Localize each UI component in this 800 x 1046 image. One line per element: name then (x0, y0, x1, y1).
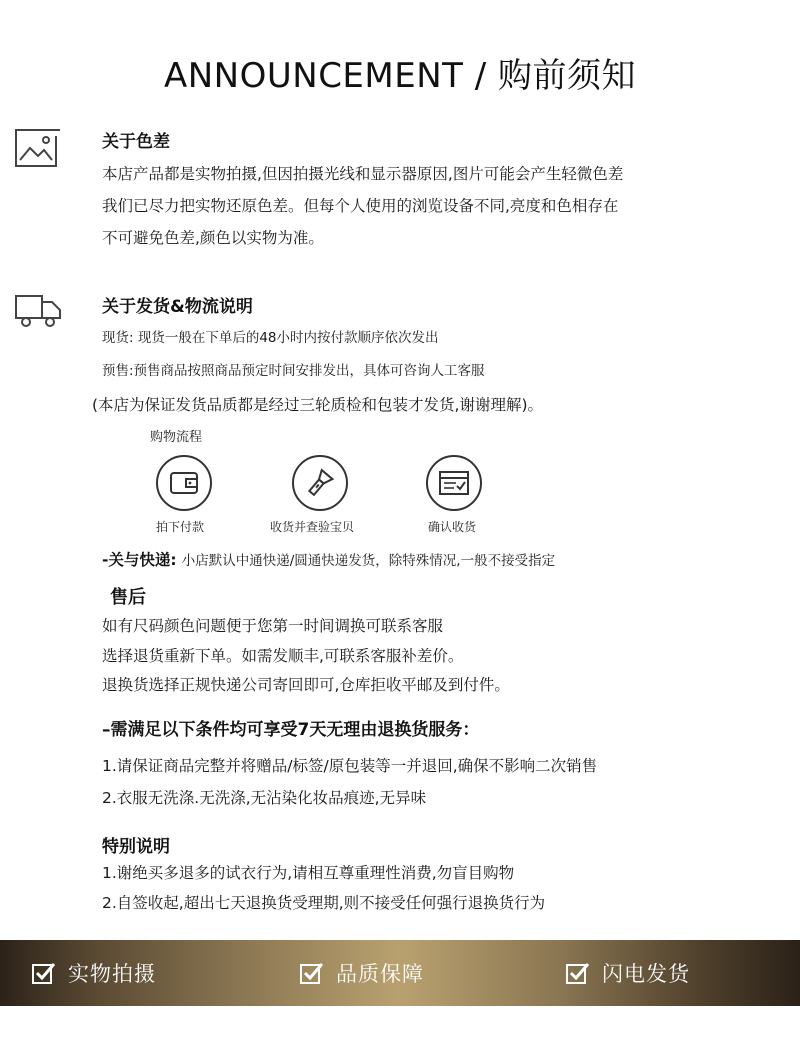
page-title: ANNOUNCEMENT / 购前须知 (163, 56, 637, 96)
special-heading: 特别说明 (102, 837, 170, 857)
wallet-icon (156, 455, 212, 511)
special-line: 1.谢绝买多退多的试衣行为,请相互尊重理性消费,勿盲目购物 (102, 864, 515, 882)
return-policy-heading: –需满足以下条件均可享受7天无理由退换货服务： (102, 720, 480, 740)
special-line: 2.自签收起,超出七天退换货受理期,则不接受任何强行退换货行为 (102, 894, 546, 912)
return-policy-line: 1.请保证商品完整并将赠品/标签/原包装等一并退回,确保不影响二次销售 (102, 757, 598, 775)
image-icon (14, 128, 60, 168)
check-icon (32, 961, 56, 985)
shipping-note: (本店为保证发货品质都是经过三轮质检和包装才发货,谢谢理解)。 (92, 396, 544, 414)
return-policy-line: 2.衣服无洗涤.无洗涤,无沾染化妆品痕迹,无异味 (102, 789, 427, 807)
color-diff-line: 本店产品都是实物拍摄,但因拍摄光线和显示器原因,图片可能会产生轻微色差 (102, 165, 624, 183)
badge-fast-shipping (566, 940, 690, 1006)
shipping-heading: 关于发货&物流说明 (102, 297, 253, 317)
color-diff-line: 不可避免色差,颜色以实物为准。 (102, 229, 324, 247)
after-sale-line: 如有尺码颜色问题便于您第一时间调换可联系客服 (102, 617, 444, 635)
step-label: 收货并查验宝贝 (270, 520, 355, 534)
check-icon (300, 961, 324, 985)
receipt-icon (426, 455, 482, 511)
step-label: 拍下付款 (156, 520, 205, 534)
badge-label: 闪电发货 (602, 962, 690, 986)
flashlight-icon (292, 455, 348, 511)
check-icon (566, 961, 590, 985)
flow-title: 购物流程 (150, 430, 203, 445)
express-label: -关与快递: (102, 551, 177, 569)
badge-quality (300, 940, 424, 1006)
footer-banner (0, 940, 800, 1006)
color-diff-line: 我们已尽力把实物还原色差。但每个人使用的浏览设备不同,亮度和色相存在 (102, 197, 619, 215)
express-row (102, 548, 555, 570)
badge-label: 实物拍摄 (68, 962, 156, 986)
shipping-line: 现货: 现货一般在下单后的48小时内按付款顺序依次发出 (102, 330, 439, 346)
color-diff-heading: 关于色差 (102, 132, 170, 152)
badge-label: 品质保障 (336, 962, 424, 986)
after-sale-heading: 售后 (110, 587, 146, 608)
badge-real-photo (32, 940, 156, 1006)
after-sale-line: 退换货选择正规快递公司寄回即可,仓库拒收平邮及到付件。 (102, 676, 510, 694)
truck-icon (14, 290, 60, 330)
express-text: 小店默认中通快递/圆通快递发货，除特殊情况,一般不接受指定 (181, 553, 556, 569)
after-sale-line: 选择退货重新下单。如需发顺丰,可联系客服补差价。 (102, 647, 464, 665)
step-label: 确认收货 (428, 520, 477, 534)
shipping-line: 预售:预售商品按照商品预定时间安排发出，具体可咨询人工客服 (102, 363, 485, 379)
